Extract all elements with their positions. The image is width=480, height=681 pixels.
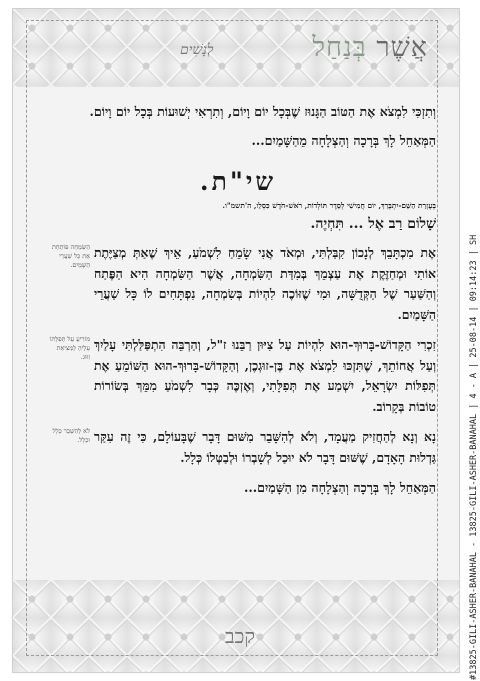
letter-date: בְּעֶזְרַת הַשֵּׁם-יִתְבָּרֵךְ, יוֹם חֲמִישִׁי לְסֵדֶר תּוֹלְדוֹת, רֹאשׁ-חֹדֶשׁ כִּסְלֵו, ה'תשמ"ו.: [222, 201, 436, 210]
blessing-line-2: הַמְּאַחֵל לָךְ בְּרָכָה וְהַצְלָחָה מִן הַשָּׁמַיִם...: [243, 480, 436, 495]
page-header: [40, 30, 436, 78]
book-subtitle: לְנָשִׁים: [180, 42, 214, 58]
intro-paragraph: וְתִזְכִּי לִמְצֹא אֶת הַטּוֹב הַגָּנוּז שֶׁבְּכָל יוֹם וָיוֹם, וְתִרְאִי יְשׁוּעוֹת בְּכָל יוֹם וָיוֹם.: [89, 104, 436, 119]
book-title-part2: בְּנַחַל: [312, 32, 367, 63]
side-note: לֹא לְהִשָּׁבֵר כְּלָל וּכְלָל.: [52, 427, 90, 444]
side-note: מוֹרִיעַ עַל תְּפִלָּתוֹ עָלֶיהָ לַמְּצִיאַת זִוּוּג.: [49, 335, 90, 361]
page-number: קכב: [224, 624, 256, 648]
printer-slug: #13825-GILI-ASHER-BANAHAL - 13825-GILI-ASHER-BANAHAL | 4 - A | 25-08-14 | 09:14:23 | SH: [469, 234, 479, 680]
side-note: הַשִּׂמְחָה פּוֹתַחַת אֶת כָּל שַׁעֲרֵי הַשָּׁמַיִם.: [51, 243, 90, 269]
letter-greeting: שָׁלוֹם רַב אֶל ... תִּחְיֶה.: [310, 216, 436, 232]
paragraph-row: [40, 427, 436, 468]
paragraph-text: זִכְרִי הַקָּדוֹשׁ-בָּרוּךְ-הוּא לִהְיוֹת עַל צִיּוּן רַבֵּנוּ ז"ל, וְהַרְבֵּה הִתְפַּלַּלְתִּי עָלַיִךְ וְעַל אֲחוֹתֵךְ, שֶׁתִּזְכּוּ לִמְצֹא אֶת בֶּן-זוּגְכֶן, וְהַקָּדוֹשׁ-בָּרוּךְ-הוּא הַשּׁוֹמֵעַ אֶת תְּפִלּוֹת יִשְׂרָאֵל, יִשְׁמַע אֶת תְּפִלָּתִי, וְאֶזְכֶּה כְּבָר לִשְׁמֹעַ מִמֵּךְ בְּשׂוֹרוֹת טוֹבוֹת בְּקָרוֹב.: [94, 337, 436, 414]
paragraph-row: [40, 243, 436, 325]
paragraph-row: [40, 335, 436, 417]
book-title-part1: אֲשֶׁר: [376, 32, 428, 63]
letter-content: [40, 100, 436, 498]
blessing-line-1: הַמְּאַחֵל לָךְ בְּרָכָה וְהַצְלָחָה מֵהַשָּׁמַיִם...: [251, 133, 436, 148]
letter-title: שי"ת.: [199, 167, 277, 196]
paragraph-text: אֶת מִכְתָּבֵךְ לְנָכוֹן קִבַּלְתִּי, וּמְאֹד אֲנִי שָׂמֵחַ לִשְׁמֹעַ, אֵיךְ שֶׁאַתְּ מְצַיֶּתֶת אוֹתִי וּמְחַזֶּקֶת אֶת עַצְמֵךְ בְּמִדַּת הַשִּׂמְחָה, אֲשֶׁר הַשִּׂמְחָה הִיא הַפֶּתַח וְהַשַּׁעַר שֶׁל הַקְּדֻשָּׁה, וּמִי שֶׁזּוֹכֶה לִהְיוֹת בְּשִׂמְחָה, נִפְתָּחִים לוֹ כָּל שַׁעֲרֵי הַשָּׁמַיִם.: [94, 245, 436, 322]
paragraph-text: נָא וְנָא לְהַחֲזִיק מַעֲמָד, וְלֹא לְהִשָּׁבֵר מִשּׁוּם דָּבָר שֶׁבָּעוֹלָם, כִּי זֶה עִקַּר גַּדְלוּת הָאָדָם, שֶׁשּׁוּם דָּבָר לֹא יוּכַל לְשָׁבְרוֹ וּלְבַטְּלוֹ כְּלָל.: [94, 429, 436, 465]
book-title: [312, 32, 428, 63]
